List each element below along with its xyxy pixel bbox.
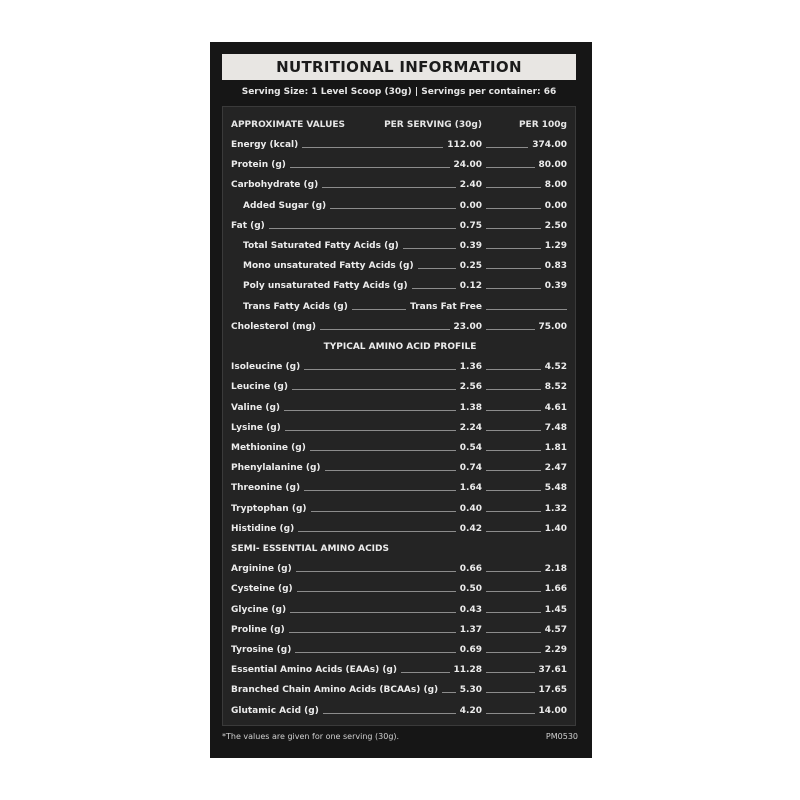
row-label: Lysine (g)	[231, 422, 281, 433]
per-serving-value: 4.20	[459, 705, 482, 716]
leader-line	[486, 369, 541, 370]
leader-line	[486, 591, 541, 592]
per-serving-value: 0.66	[459, 564, 482, 575]
table-row	[231, 643, 567, 657]
per-serving-value: 0.39	[459, 241, 482, 251]
per-serving-value: 112.00	[447, 140, 482, 150]
table-row	[231, 219, 567, 233]
row-label: Threonine (g)	[231, 483, 301, 494]
leader-line	[486, 713, 535, 714]
row-label: Protein (g)	[231, 160, 286, 171]
header-approximate-values: APPROXIMATE VALUES	[231, 120, 346, 130]
per-serving-value: 5.30	[459, 685, 482, 696]
table-row	[231, 623, 567, 637]
per-serving-value: 2.40	[459, 180, 482, 191]
leader-line	[289, 632, 456, 633]
table-row	[231, 603, 567, 617]
leader-line	[486, 410, 541, 411]
table-row	[231, 401, 567, 415]
row-label: Poly unsaturated Fatty Acids (g)	[243, 281, 408, 292]
product-code: PM0530	[545, 732, 578, 741]
header-per-serving: PER SERVING (30g)	[384, 120, 482, 130]
table-row	[231, 259, 567, 273]
table-row	[231, 158, 567, 172]
leader-line	[486, 612, 541, 613]
per-serving-value: 0.12	[459, 281, 482, 292]
footnote: *The values are given for one serving (30g).	[222, 732, 400, 741]
leader-line	[295, 652, 456, 653]
per-100g-value: 37.61	[538, 665, 567, 676]
row-label: Cysteine (g)	[231, 584, 293, 595]
per-100g-value: 1.29	[544, 241, 567, 251]
per-100g-value: 2.47	[544, 463, 567, 474]
leader-line	[311, 511, 456, 512]
per-serving-value: 0.50	[459, 584, 482, 595]
table-row	[231, 582, 567, 596]
per-serving-value: 2.24	[459, 422, 482, 433]
per-serving-value: 1.64	[459, 483, 482, 494]
table-row	[231, 522, 567, 536]
serving-info: Serving Size: 1 Level Scoop (30g) | Servings per container: 66	[241, 87, 557, 97]
row-label: Glycine (g)	[231, 604, 287, 615]
per-100g-value: 0.39	[544, 281, 567, 292]
leader-line	[304, 369, 456, 370]
nutrition-panel	[210, 42, 592, 758]
table-row	[231, 461, 567, 475]
row-label: Arginine (g)	[231, 564, 292, 575]
leader-line	[486, 208, 541, 209]
panel-title: NUTRITIONAL INFORMATION	[222, 54, 576, 80]
leader-line	[486, 470, 541, 471]
per-serving-value: 2.56	[459, 382, 482, 393]
per-100g-value: 1.81	[544, 443, 567, 453]
per-serving-value: 1.36	[459, 362, 482, 373]
table-row	[231, 704, 567, 718]
table-row	[231, 300, 567, 314]
nutrition-table	[222, 106, 576, 726]
leader-line	[486, 652, 541, 653]
table-row	[231, 239, 567, 253]
leader-line	[325, 470, 456, 471]
row-label: Tryptophan (g)	[231, 503, 307, 514]
leader-line	[290, 167, 450, 168]
per-100g-value: 4.57	[544, 624, 567, 635]
row-label: Essential Amino Acids (EAAs) (g)	[231, 665, 397, 676]
leader-line	[486, 430, 541, 431]
leader-line	[403, 248, 456, 249]
table-row	[231, 199, 567, 213]
table-row	[231, 663, 567, 677]
leader-line	[310, 450, 456, 451]
per-100g-value: 1.45	[544, 604, 567, 615]
leader-line	[284, 410, 456, 411]
per-serving-value: Trans Fat Free	[410, 301, 482, 312]
per-100g-value: 8.52	[544, 382, 567, 393]
table-row	[231, 360, 567, 374]
leader-line	[486, 309, 567, 310]
leader-line	[442, 692, 456, 693]
leader-line	[486, 511, 541, 512]
row-label: Energy (kcal)	[231, 140, 299, 150]
row-label: Fat (g)	[231, 220, 265, 231]
leader-line	[304, 490, 456, 491]
table-row	[231, 138, 567, 152]
per-serving-value: 0.43	[459, 604, 482, 615]
per-100g-value: 4.61	[544, 402, 567, 413]
per-serving-value: 11.28	[453, 665, 482, 676]
leader-line	[486, 248, 541, 249]
table-row	[231, 320, 567, 334]
table-row	[231, 279, 567, 293]
leader-line	[486, 147, 528, 148]
leader-line	[302, 147, 443, 148]
row-label: Valine (g)	[231, 402, 281, 413]
leader-line	[330, 208, 456, 209]
table-row	[231, 421, 567, 435]
per-100g-value: 80.00	[538, 160, 567, 171]
leader-line	[285, 430, 456, 431]
header-per-100g: PER 100g	[518, 120, 567, 130]
table-row	[231, 502, 567, 516]
leader-line	[292, 389, 456, 390]
leader-line	[486, 672, 535, 673]
leader-line	[486, 490, 541, 491]
per-serving-value: 0.42	[459, 523, 482, 534]
row-label: Carbohydrate (g)	[231, 180, 319, 191]
leader-line	[352, 309, 406, 310]
per-serving-value: 0.40	[459, 503, 482, 514]
row-label: Glutamic Acid (g)	[231, 705, 319, 716]
row-label: Tyrosine (g)	[231, 645, 292, 655]
row-label: Phenylalanine (g)	[231, 463, 321, 474]
leader-line	[486, 228, 541, 229]
leader-line	[486, 187, 541, 188]
row-label: Cholesterol (mg)	[231, 321, 317, 332]
table-row	[231, 441, 567, 455]
leader-line	[412, 288, 456, 289]
per-serving-value: 0.54	[459, 443, 482, 453]
per-100g-value: 2.18	[544, 564, 567, 575]
leader-line	[486, 692, 535, 693]
per-100g-value: 1.66	[544, 584, 567, 595]
row-label: Isoleucine (g)	[231, 362, 301, 373]
per-serving-value: 0.00	[459, 200, 482, 211]
leader-line	[486, 167, 535, 168]
leader-line	[297, 591, 456, 592]
leader-line	[486, 329, 535, 330]
per-100g-value: 1.40	[544, 523, 567, 534]
leader-line	[486, 571, 541, 572]
per-serving-value: 1.38	[459, 402, 482, 413]
semi-essential-title: SEMI- ESSENTIAL AMINO ACIDS	[231, 544, 389, 554]
leader-line	[322, 187, 456, 188]
per-100g-value: 2.50	[544, 220, 567, 231]
amino-acid-profile-title: TYPICAL AMINO ACID PROFILE	[323, 342, 477, 352]
leader-line	[486, 450, 541, 451]
leader-line	[296, 571, 456, 572]
per-serving-value: 0.69	[459, 645, 482, 655]
row-label: Proline (g)	[231, 624, 285, 635]
row-label: Total Saturated Fatty Acids (g)	[243, 241, 399, 251]
leader-line	[486, 632, 541, 633]
per-100g-value: 75.00	[538, 321, 567, 332]
row-label: Branched Chain Amino Acids (BCAAs) (g)	[231, 685, 439, 696]
leader-line	[290, 612, 456, 613]
per-100g-value: 8.00	[544, 180, 567, 191]
leader-line	[298, 531, 456, 532]
leader-line	[486, 268, 541, 269]
per-100g-value: 0.00	[544, 200, 567, 211]
per-100g-value: 2.29	[544, 645, 567, 655]
row-label: Added Sugar (g)	[243, 200, 327, 211]
per-serving-value: 0.25	[459, 261, 482, 272]
row-label: Mono unsaturated Fatty Acids (g)	[243, 261, 414, 272]
per-100g-value: 1.32	[544, 503, 567, 514]
table-row	[231, 683, 567, 697]
per-serving-value: 23.00	[453, 321, 482, 332]
row-label: Trans Fatty Acids (g)	[243, 301, 348, 312]
per-100g-value: 4.52	[544, 362, 567, 373]
per-serving-value: 0.74	[459, 463, 482, 474]
table-row	[231, 562, 567, 576]
leader-line	[486, 531, 541, 532]
leader-line	[418, 268, 456, 269]
per-100g-value: 5.48	[544, 483, 567, 494]
table-row	[231, 178, 567, 192]
per-100g-value: 14.00	[538, 705, 567, 716]
per-100g-value: 374.00	[532, 140, 567, 150]
table-row	[231, 481, 567, 495]
leader-line	[486, 288, 541, 289]
per-serving-value: 1.37	[459, 624, 482, 635]
per-serving-value: 24.00	[453, 160, 482, 171]
leader-line	[320, 329, 450, 330]
per-100g-value: 0.83	[544, 261, 567, 272]
leader-line	[486, 389, 541, 390]
leader-line	[269, 228, 456, 229]
per-serving-value: 0.75	[459, 220, 482, 231]
per-100g-value: 17.65	[538, 685, 567, 696]
leader-line	[323, 713, 456, 714]
table-row	[231, 380, 567, 394]
leader-line	[401, 672, 450, 673]
per-100g-value: 7.48	[544, 422, 567, 433]
row-label: Methionine (g)	[231, 443, 306, 453]
row-label: Histidine (g)	[231, 523, 295, 534]
row-label: Leucine (g)	[231, 382, 288, 393]
